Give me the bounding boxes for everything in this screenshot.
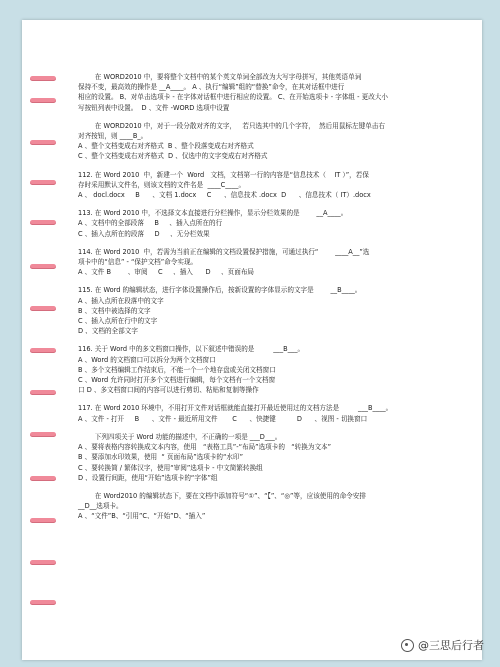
question-list	[78, 72, 478, 528]
text-line: A 、插入点所在段落中的文字	[78, 296, 164, 305]
question-block	[78, 208, 478, 239]
question-block	[78, 247, 478, 278]
text-line: 114. 在 Word 2010 中，若需为当前正在编辑的文档设置保护措施，可通过执行“ ____A__”选	[78, 247, 370, 256]
binder-ring	[30, 600, 56, 605]
text-line: A 、整个文档变成右对齐格式 B 、整个段落变成右对齐格式	[78, 142, 254, 151]
binder-ring	[30, 306, 56, 311]
binder-ring	[30, 264, 56, 269]
text-line: B 、要添加水印效果，使用 “ 页面布局”选项卡的“水印”	[78, 453, 244, 462]
binder-ring	[30, 180, 56, 185]
binder-ring	[30, 140, 56, 145]
question-block	[78, 72, 478, 113]
text-line: D 、文档的全部文字	[78, 327, 138, 336]
text-line: 在 Word2010 的编辑状态下，要在文档中添加符号“①”、“【”、“◎”等，应该使用的命令安排	[78, 491, 366, 500]
binder-ring	[30, 432, 56, 437]
question-block	[78, 403, 478, 423]
question-block	[78, 432, 478, 483]
text-line: __D__选项卡。	[78, 502, 123, 511]
watermark-text: @三思后行者	[418, 639, 484, 652]
text-line: 口 D 、多文档窗口间的内容可以进行剪切、粘贴和复制等操作	[78, 386, 259, 395]
binder-ring	[30, 76, 56, 81]
text-line: 112. 在 Word 2010 中，新建一个 Word 文档，文档第一行的内容是“信息技术（ IT ）”，若保	[78, 170, 369, 179]
text-line: C 、Word 允许同时打开多个文档进行编辑，每个文档有一个文档窗	[78, 376, 276, 385]
text-line: 相应的设置。 B、对单击选项卡 - 在字体对话框中进行相应的设置。 C、在开始选项卡 - 字体组 - 更改大小	[78, 93, 388, 102]
text-line: A 、文档中的全部段落 B 、插入点所在的行	[78, 219, 223, 228]
text-line: 对齐按钮，则 ____B_。	[78, 132, 148, 141]
question-block	[78, 285, 478, 336]
text-line: 116. 关于 Word 中的多文档窗口操作，以下叙述中错误的是 ___B___。	[78, 345, 305, 354]
binder-ring	[30, 98, 56, 103]
question-block	[78, 491, 478, 522]
text-line: 在 WORD2010 中，要将整个文档中的某个英文单词全部改为大写字母拼写，其他英语单词	[78, 73, 362, 81]
text-line: A 、 docl.docx B 、文档 1.docx C 、信息技术 .docx D 、信息技术（ IT）.docx	[78, 191, 371, 200]
text-line: 117. 在 Word 2010 环境中，不用打开文件对话框就能直接打开最近使用过的文档方法是 ___B____。	[78, 404, 393, 413]
text-line: 在 WORD2010 中，对于一段分散对齐的文字， 若只选其中的几个字符， 然后用鼠标左键单击右	[78, 121, 385, 130]
text-line: 写按钮列表中设置。 D 、文件 -WORD 选项中设置	[78, 103, 230, 112]
text-line: C 、插入点所在行中的文字	[78, 317, 158, 326]
text-line: 存时采用默认文件名，则该文档的文件名是 ____C____。	[78, 180, 246, 189]
text-line: 113. 在 Word 2010 中，不选择文本直接进行分栏操作，显示分栏效果的是 __A____。	[78, 209, 348, 218]
text-line: A 、“文件”B、“引用”C、“开始”D、“插入”	[78, 512, 206, 521]
text-line: A 、Word 的文档窗口可以拆分为两个文档窗口	[78, 355, 216, 364]
binder-ring	[30, 348, 56, 353]
question-block	[78, 170, 478, 201]
text-line: B 、文档中被选择的文字	[78, 306, 151, 315]
text-line: 115. 在 Word 的编辑状态，进行字体设置操作后，按新设置的字体显示的文字是 __B____。	[78, 286, 362, 295]
text-line: C 、要转换简 / 繁体汉字，使用“审阅”选项卡 - 中文简繁转换组	[78, 463, 263, 472]
text-line: A 、文件 B 、审阅 C 、插入 D 、页面布局	[78, 268, 255, 277]
question-block	[78, 344, 478, 395]
text-line: A 、文件 - 打开 B 、文件 - 最近所用文件 C 、快捷键 D 、视图 - 切换窗口	[78, 414, 368, 423]
text-line: B 、多个文档编辑工作结束后，不能一个一个地存盘或关闭文档窗口	[78, 365, 276, 374]
text-line: C 、整个文档变成右对齐格式 D 、仅选中的文字变成右对齐格式	[78, 152, 268, 161]
binder-ring	[30, 518, 56, 523]
binder-ring	[30, 476, 56, 481]
question-block	[78, 121, 478, 162]
text-line: 下列四项关于 Word 功能的描述中，不正确的一项是 ___D___。	[78, 432, 282, 441]
text-line: 项卡中的“信息” - “保护文档”命令实现。	[78, 258, 198, 267]
text-line: 保持不变，最高效的操作是 __A____。 A 、执行“编辑”组的“替换”命令，在其对话框中进行	[78, 83, 345, 92]
text-line: A 、要将表格内容转换成文本内容，使用 “表格工具”-“布局”选项卡的 “转换为文本”	[78, 443, 332, 452]
text-line: C 、插入点所在的段落 D 、无分栏效果	[78, 229, 210, 238]
binder-ring	[30, 390, 56, 395]
watermark	[401, 637, 484, 653]
text-line: D 、设置行间距，使用“开始”选项卡的“字体”组	[78, 473, 218, 482]
binder-ring	[30, 220, 56, 225]
binder-ring	[30, 560, 56, 565]
circle-logo-icon	[401, 639, 414, 652]
notebook-page	[22, 20, 482, 660]
